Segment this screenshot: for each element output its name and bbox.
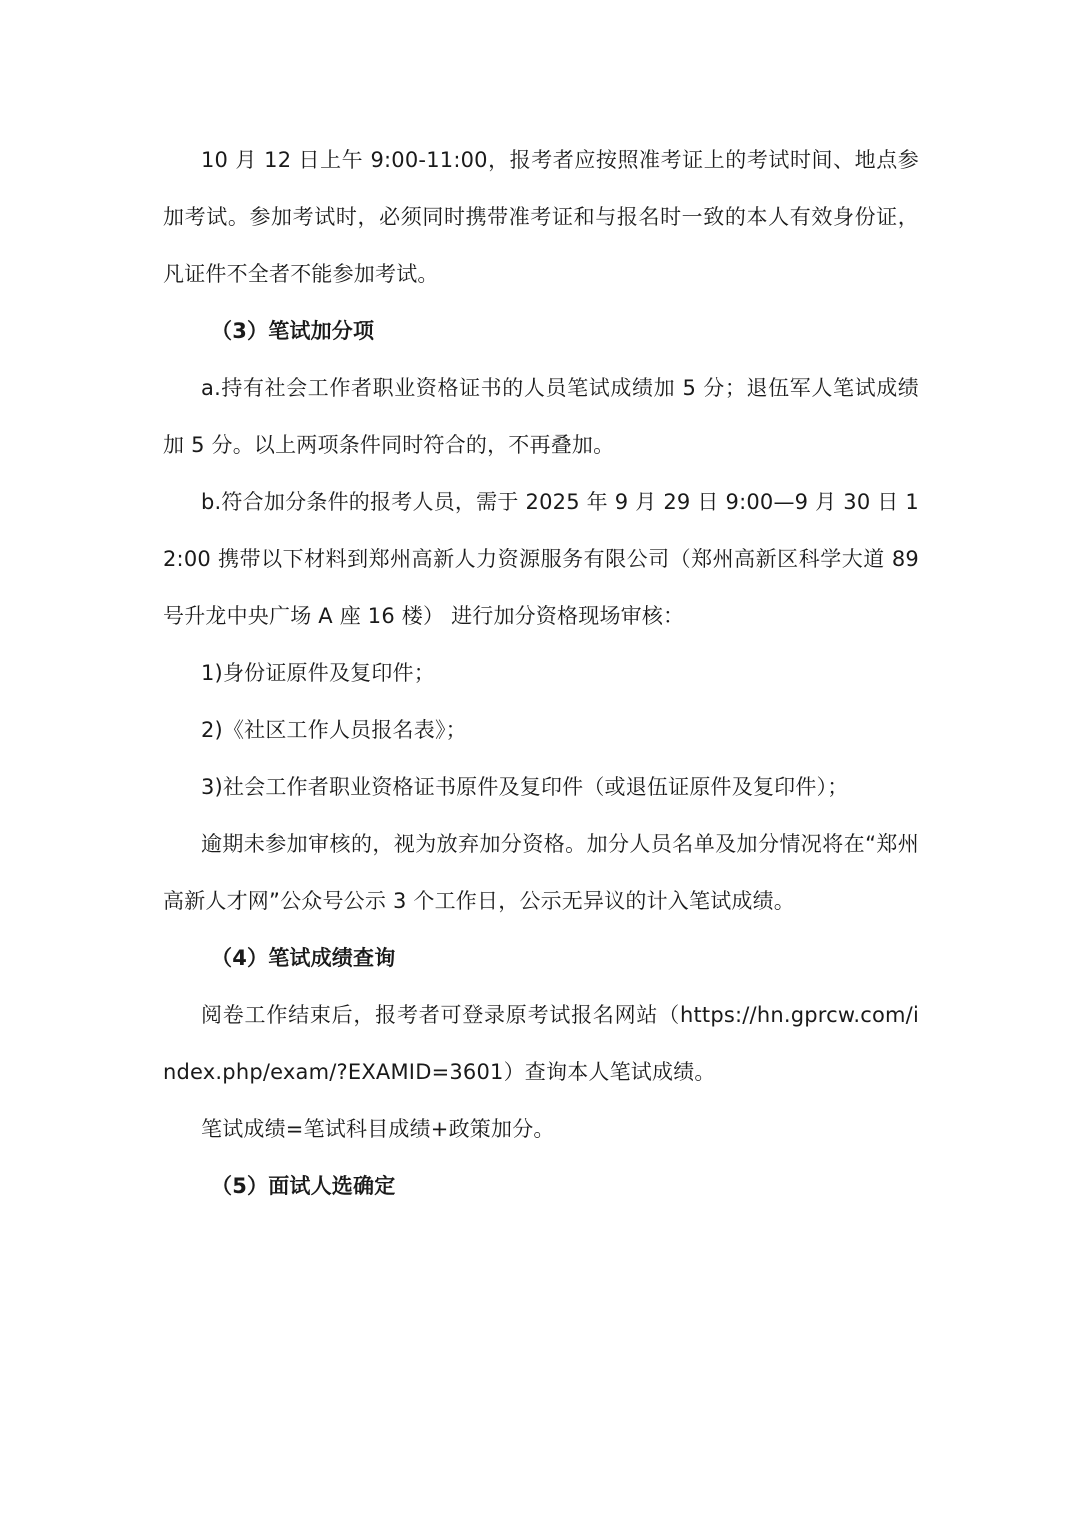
- paragraph-bonus-rule-b: b.符合加分条件的报考人员，需于 2025 年 9 月 29 日 9:00—9 月 30 日 12:00 携带以下材料到郑州高新人力资源服务有限公司（郑州高新区科学大道 89 号升龙中央广场 A 座 16 楼） 进行加分资格现场审核：: [163, 490, 919, 628]
- paragraph-score-query-site: 阅卷工作结束后，报考者可登录原考试报名网站（https://hn.gprcw.com/index.php/exam/?EXAMID=3601）查询本人笔试成绩。: [163, 1003, 919, 1084]
- heading-bonus-items: （3）笔试加分项: [211, 319, 375, 343]
- document-body: [163, 132, 919, 1215]
- paragraph-bonus-rule-a: a.持有社会工作者职业资格证书的人员笔试成绩加 5 分；退伍军人笔试成绩加 5 分。以上两项条件同时符合的，不再叠加。: [163, 376, 919, 457]
- paragraph-score-formula: 笔试成绩=笔试科目成绩+政策加分。: [201, 1117, 555, 1141]
- heading-interview-selection: （5）面试人选确定: [211, 1174, 396, 1198]
- paragraph-overdue-notice: 逾期未参加审核的，视为放弃加分资格。加分人员名单及加分情况将在“郑州高新人才网”公众号公示 3 个工作日，公示无异议的计入笔试成绩。: [163, 832, 919, 913]
- heading-score-query: （4）笔试成绩查询: [211, 946, 396, 970]
- list-item-certificate: 3)社会工作者职业资格证书原件及复印件（或退伍证原件及复印件）；: [201, 775, 849, 799]
- list-item-id-card: 1)身份证原件及复印件；: [201, 661, 435, 685]
- list-item-registration-form: 2)《社区工作人员报名表》；: [201, 718, 467, 742]
- paragraph-exam-time: 10 月 12 日上午 9:00-11:00，报考者应按照准考证上的考试时间、地点参加考试。参加考试时，必须同时携带准考证和与报名时一致的本人有效身份证，凡证件不全者不能参加考试。: [163, 148, 919, 286]
